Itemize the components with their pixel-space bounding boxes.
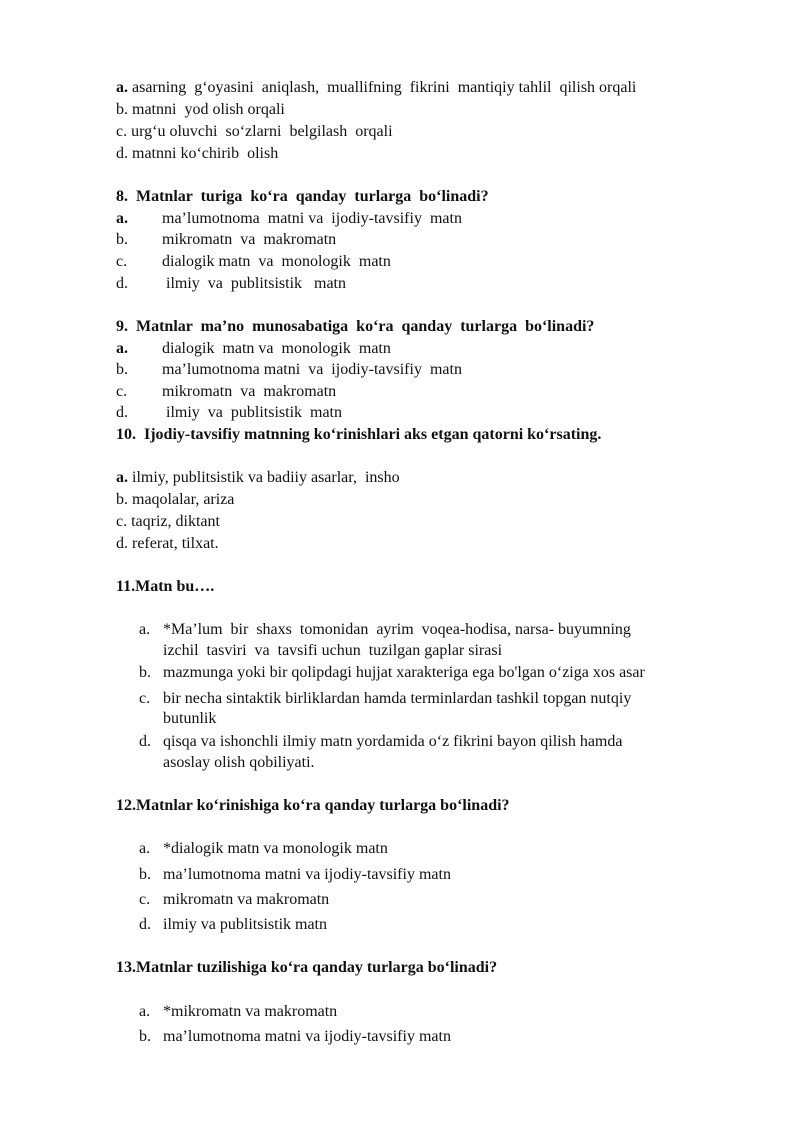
q12-option-b-text: ma’lumotnoma matni va ijodiy-tavsifiy matn [163,866,451,883]
q11-option-a-line1: *Ma’lum bir shaxs tomonidan ayrim voqea-hodisa, narsa- buyumning [163,621,631,638]
q9-option-a-letter: a. [116,340,128,357]
q11-option-c-line2: butunlik [163,710,217,727]
question-8: 8. Matnlar turiga ko‘ra qanday turlarga bo‘linadi? [116,188,489,205]
q12-option-d-letter: d. [139,916,151,933]
q9-option-b-letter: b. [116,361,128,378]
option-text: taqriz, diktant [127,513,220,530]
q13-option-b-letter: b. [139,1028,151,1045]
q9-option-d-text: ilmiy va publitsistik matn [162,404,342,421]
question-9: 9. Matnlar ma’no munosabatiga ko‘ra qanday turlarga bo‘linadi? [116,318,595,335]
question-10: 10. Ijodiy-tavsifiy matnning ko‘rinishlari aks etgan qatorni ko‘rsating. [116,426,602,443]
q9-option-b-text: ma’lumotnoma matni va ijodiy-tavsifiy matn [162,361,462,378]
q8-option-c-letter: c. [116,253,128,270]
q7-option-a [116,78,636,98]
q13-option-b-text: ma’lumotnoma matni va ijodiy-tavsifiy matn [163,1028,451,1045]
q11-option-d-line1: qisqa va ishonchli ilmiy matn yordamida o‘z fikrini bayon qilish hamda [163,733,623,750]
option-letter: d. [116,145,128,162]
q9-option-d-letter: d. [116,404,128,421]
q8-option-a-text: ma’lumotnoma matni va ijodiy-tavsifiy matn [162,210,462,227]
q10-option-a [116,468,400,488]
q9-option-a-text: dialogik matn va monologik matn [162,340,391,357]
option-text: maqolalar, ariza [128,491,235,508]
q12-option-a-letter: a. [139,840,151,857]
q10-option-d [116,534,219,554]
q9-option-c-letter: c. [116,383,128,400]
question-11: 11.Matn bu…. [116,578,215,595]
q11-option-b-letter: b. [139,664,151,681]
q7-option-c [116,122,393,142]
q11-option-a-line2: izchil tasviri va tavsifi uchun tuzilgan gaplar sirasi [163,642,503,659]
q10-option-c [116,512,220,532]
q11-option-d-line2: asoslay olish qobiliyati. [163,754,315,771]
option-letter: c. [116,513,128,530]
option-text: urg‘u oluvchi so‘zlarni belgilash orqali [131,123,393,140]
option-letter: c. [116,123,128,140]
q7-option-d [116,144,278,164]
q11-option-c-line1: bir necha sintaktik birliklardan hamda terminlardan tashkil topgan nutqiy [163,690,632,707]
q8-option-d-letter: d. [116,275,128,292]
option-letter: a. [116,79,128,96]
q12-option-d-text: ilmiy va publitsistik matn [163,916,327,933]
q10-option-b [116,490,234,510]
question-12: 12.Matnlar ko‘rinishiga ko‘ra qanday turlarga bo‘linadi? [116,797,510,814]
option-text: referat, tilxat. [128,535,219,552]
q7-option-b [116,100,285,120]
q12-option-a-text: *dialogik matn va monologik matn [163,840,388,857]
option-text: matnni ko‘chirib olish [132,145,279,162]
option-letter: d. [116,535,128,552]
q9-option-c-text: mikromatn va makromatn [162,383,337,400]
q11-option-a-letter: a. [139,621,151,638]
q13-option-a-letter: a. [139,1003,151,1020]
q8-option-a-letter: a. [116,210,128,227]
q13-option-a-text: *mikromatn va makromatn [163,1003,338,1020]
question-13: 13.Matnlar tuzilishiga ko‘ra qanday turlarga bo‘linadi? [116,959,498,976]
q11-option-d-letter: d. [139,733,151,750]
option-text: ilmiy, publitsistik va badiiy asarlar, insho [128,469,400,486]
q8-option-b-text: mikromatn va makromatn [162,231,337,248]
option-letter: b. [116,491,128,508]
q8-option-c-text: dialogik matn va monologik matn [162,253,391,270]
q12-option-b-letter: b. [139,866,151,883]
option-text: matnni yod olish orqali [132,101,285,118]
q11-option-c-letter: c. [139,690,151,707]
option-text: asarning g‘oyasini aniqlash, muallifning fikrini mantiqiy tahlil qilish orqali [132,79,637,96]
q12-option-c-letter: c. [139,891,151,908]
q8-option-d-text: ilmiy va publitsistik matn [162,275,346,292]
option-letter: a. [116,469,128,486]
q8-option-b-letter: b. [116,231,128,248]
q12-option-c-text: mikromatn va makromatn [163,891,330,908]
option-letter: b. [116,101,128,118]
q11-option-b-line1: mazmunga yoki bir qolipdagi hujjat xarakteriga ega bo'lgan o‘ziga xos asar [163,664,645,681]
